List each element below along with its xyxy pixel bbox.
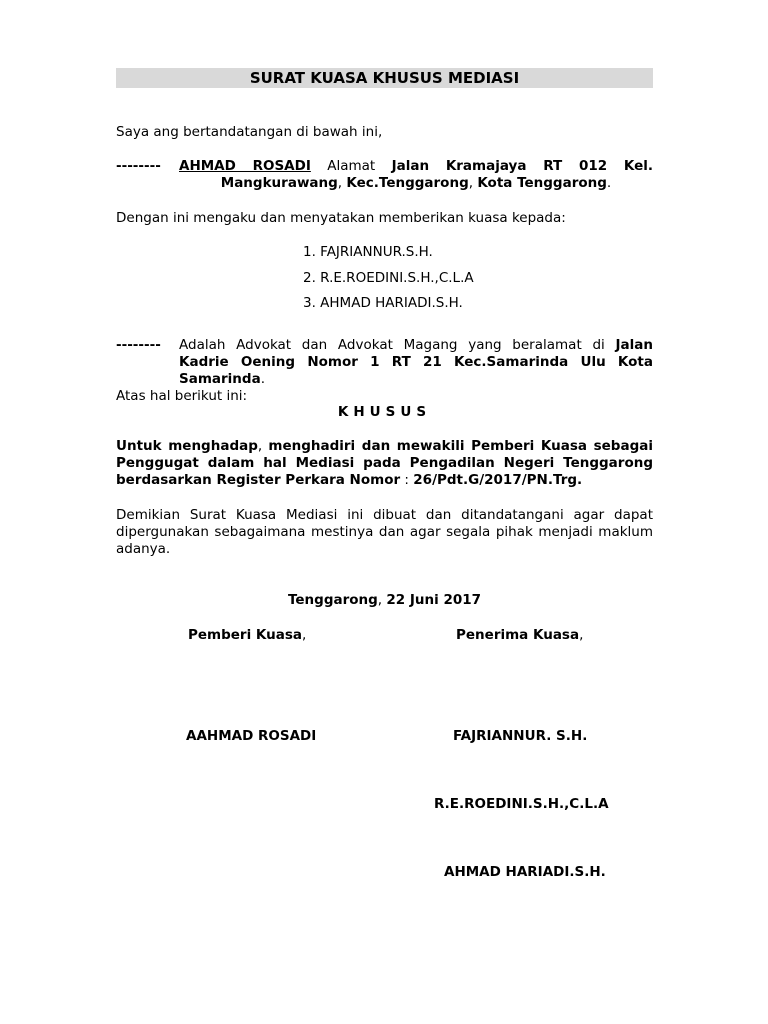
place: Tenggarong xyxy=(287,592,378,608)
date: 22 Juni 2017 xyxy=(386,592,482,608)
signature-receiver-2: R.E.ROEDINI.S.H.,C.L.A xyxy=(434,796,609,812)
intro-line: Saya ang bertandatangan di bawah ini, xyxy=(116,124,383,140)
place-date xyxy=(116,592,653,609)
grantee-item-2: 2. R.E.ROEDINI.S.H.,C.L.A xyxy=(303,270,474,286)
purpose-part-2: menghadiri dan mewakili Pemberi Kuasa sebagai Penggugat dalam hal Mediasi pada Pengadilan Negeri Tenggarong berdasarkan Register Perkara Nomor xyxy=(116,438,653,488)
grantor-district: Kec.Tenggarong xyxy=(346,175,469,191)
document-title: SURAT KUASA KHUSUS MEDIASI xyxy=(116,68,653,88)
receiver-label-line xyxy=(456,627,583,644)
address-label: Alamat xyxy=(327,158,376,174)
grantor-end: . xyxy=(606,175,612,191)
advocate-description: Adalah Advokat dan Advokat Magang yang beralamat di xyxy=(179,337,605,353)
declaration-line: Dengan ini mengaku dan menyatakan memberikan kuasa kepada: xyxy=(116,210,566,226)
giver-label: Pemberi Kuasa xyxy=(188,627,303,643)
grantor-paragraph xyxy=(116,158,653,192)
grantor-address: Jalan Kramajaya RT 012 Kel. Mangkurawang xyxy=(220,158,654,191)
signature-receiver-3: AHMAD HARIADI.S.H. xyxy=(444,864,606,880)
purpose-end: . xyxy=(577,472,583,488)
grantee-item-3: 3. AHMAD HARIADI.S.H. xyxy=(303,295,463,311)
closing-paragraph: Demikian Surat Kuasa Mediasi ini dibuat dan ditandatangani agar dapat dipergunakan sebagaimana mestinya dan agar segala pihak menjadi maklum adanya. xyxy=(116,507,653,557)
grantor-sep-2: , xyxy=(468,175,478,191)
purpose-sep-1: , xyxy=(257,438,269,454)
place-date-sep: , xyxy=(377,592,387,608)
grantor-dash: -------- xyxy=(116,158,161,174)
grantor-city: Kota Tenggarong xyxy=(477,175,607,191)
purpose-sep-2: : xyxy=(400,472,414,488)
receiver-label: Penerima Kuasa xyxy=(456,627,580,643)
receiver-label-sep: , xyxy=(579,627,584,643)
grantor-text xyxy=(179,158,653,192)
signature-receiver-1: FAJRIANNUR. S.H. xyxy=(453,728,588,744)
advocate-address: Jalan Kadrie Oening Nomor 1 RT 21 Kec.Samarinda Ulu Kota Samarinda xyxy=(179,337,653,387)
giver-label-sep: , xyxy=(302,627,307,643)
grantor-name: AHMAD ROSADI xyxy=(179,158,311,174)
purpose-paragraph xyxy=(116,438,653,489)
signature-giver: AAHMAD ROSADI xyxy=(186,728,317,744)
purpose-part-1: Untuk menghadap xyxy=(116,438,258,454)
advocate-dash: -------- xyxy=(116,337,161,353)
khusus-heading: KHUSUS xyxy=(337,404,432,420)
advocate-text xyxy=(179,337,653,388)
giver-label-line xyxy=(188,627,306,644)
grantee-item-1: 1. FAJRIANNUR.S.H. xyxy=(303,244,433,260)
regarding-line: Atas hal berikut ini: xyxy=(116,388,248,404)
advocate-paragraph xyxy=(116,337,653,388)
case-number: 26/Pdt.G/2017/PN.Trg xyxy=(413,472,578,488)
advocate-end: . xyxy=(260,371,265,387)
grantor-sep-1: , xyxy=(337,175,347,191)
